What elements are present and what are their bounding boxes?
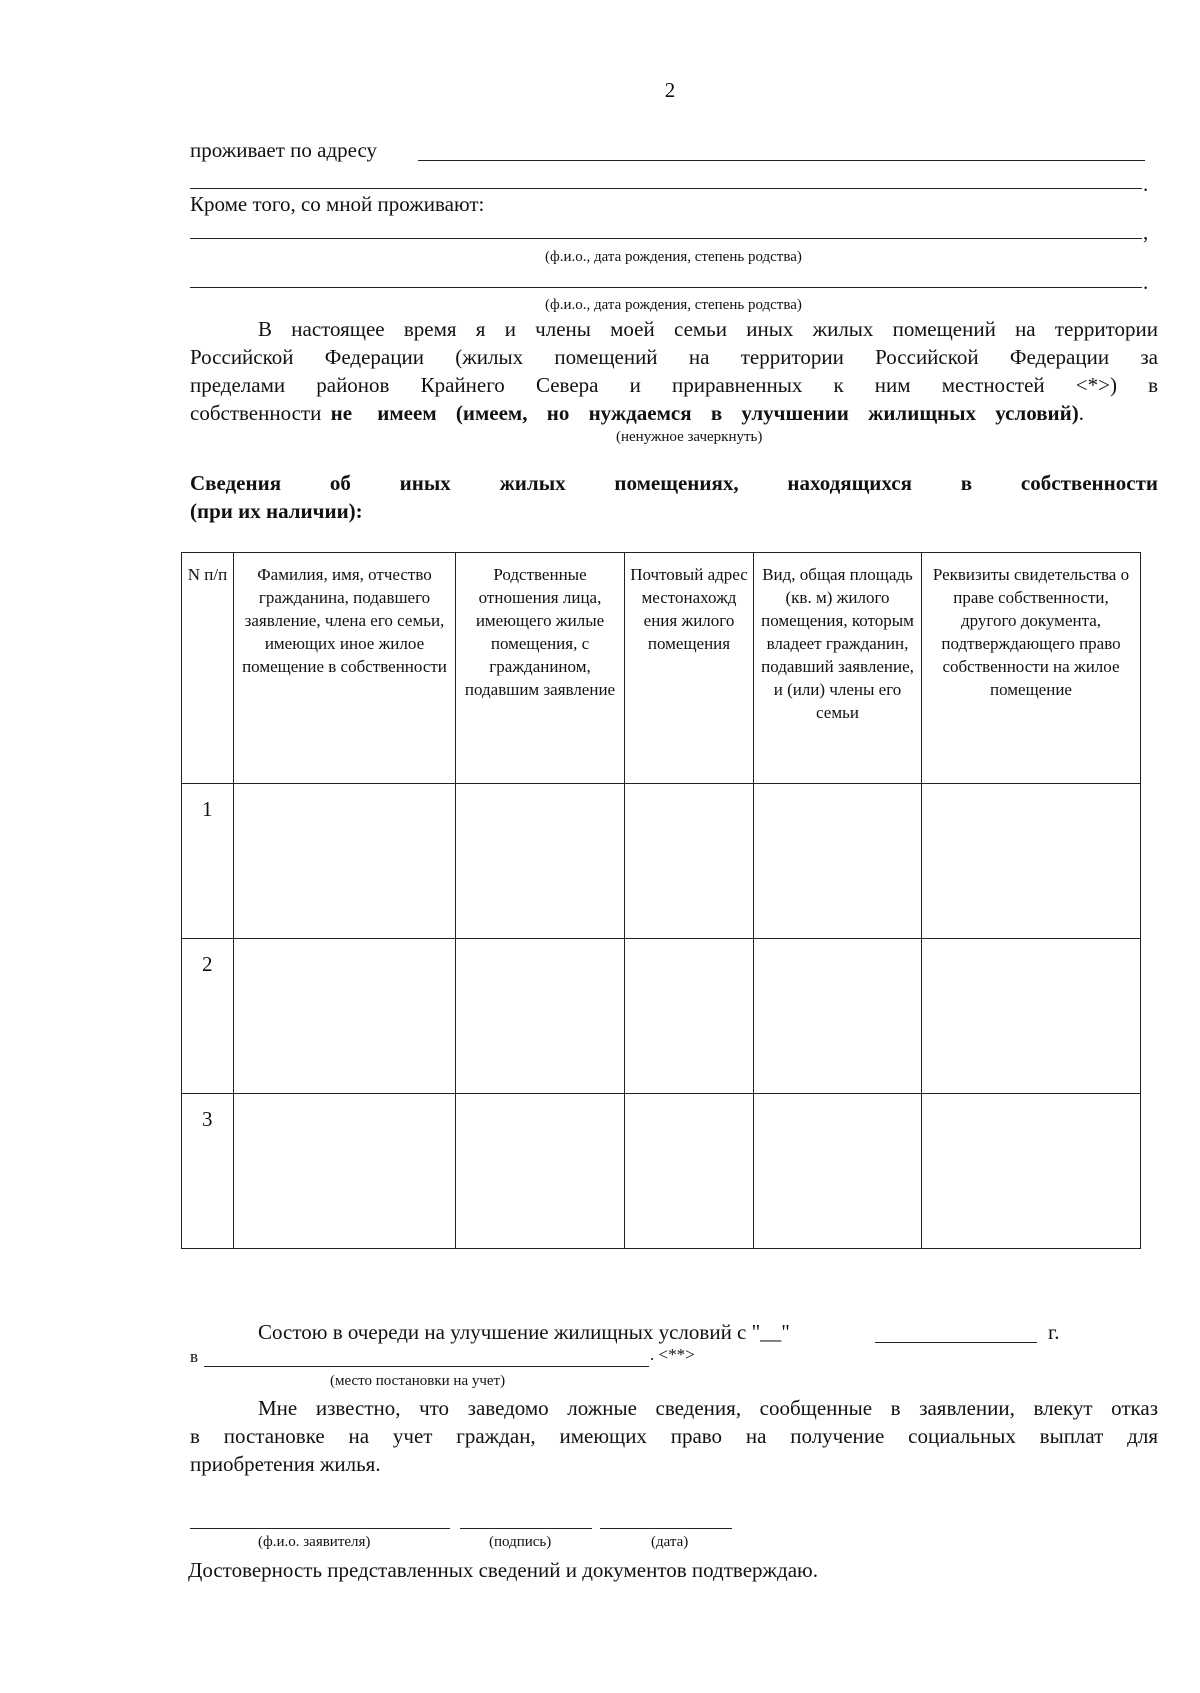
table-header-row bbox=[182, 553, 1141, 784]
queue-line1: Состою в очереди на улучшение жилищных условий с "__" bbox=[258, 1320, 790, 1344]
paragraph1-note: (ненужное зачеркнуть) bbox=[616, 429, 763, 445]
table-header-area: Вид, общая площадь (кв. м) жилого помещения, которым владеет гражданин, подавший заявление, и (или) члены его семьи bbox=[754, 553, 922, 784]
table-cell[interactable] bbox=[456, 784, 625, 939]
address-line-1[interactable] bbox=[418, 160, 1145, 161]
table-cell[interactable] bbox=[456, 939, 625, 1094]
table-row-number: 1 bbox=[182, 784, 234, 939]
property-table bbox=[181, 552, 1141, 1249]
queue-year-suffix: г. bbox=[1048, 1320, 1060, 1344]
section-title-line2: (при их наличии): bbox=[190, 499, 363, 523]
table-cell[interactable] bbox=[754, 939, 922, 1094]
table-header-address: Почтовый адрес местонахожд ения жилого помещения bbox=[625, 553, 754, 784]
section-title-line1: Сведения об иных жилых помещениях, находящихся в собственности bbox=[190, 471, 1158, 495]
also-living-line-2[interactable] bbox=[190, 287, 1142, 288]
paragraph1-line2: Российской Федерации (жилых помещений на территории Российской Федерации за bbox=[190, 345, 1158, 369]
table-cell[interactable] bbox=[625, 939, 754, 1094]
paragraph1-line4-end: . bbox=[1078, 401, 1085, 425]
table-cell[interactable] bbox=[922, 1094, 1141, 1249]
table-header-number: N п/п bbox=[182, 553, 234, 784]
paragraph1-option-not-have: не имеем bbox=[330, 401, 437, 425]
queue-suffix: . <**> bbox=[650, 1345, 695, 1364]
table-cell[interactable] bbox=[456, 1094, 625, 1249]
paragraph1-option-have-need: (имеем, но нуждаемся в улучшении жилищных условий) bbox=[436, 401, 1079, 425]
also-living-caption-1: (ф.и.о., дата рождения, степень родства) bbox=[545, 249, 802, 265]
table-cell[interactable] bbox=[922, 939, 1141, 1094]
table-header-relation: Родственные отношения лица, имеющего жилые помещения, с гражданином, подавшим заявление bbox=[456, 553, 625, 784]
table-cell[interactable] bbox=[625, 1094, 754, 1249]
signature-date-caption: (дата) bbox=[651, 1534, 689, 1550]
also-living-caption-2: (ф.и.о., дата рождения, степень родства) bbox=[545, 297, 802, 313]
also-living-label: Кроме того, со мной проживают: bbox=[190, 192, 485, 216]
paragraph1-line4 bbox=[190, 399, 1158, 427]
signature-sign-caption: (подпись) bbox=[489, 1534, 552, 1550]
also-living-line2-end: . bbox=[1143, 270, 1149, 294]
table-row bbox=[182, 784, 1141, 939]
signature-sign-line[interactable] bbox=[460, 1528, 592, 1529]
table-row-number: 3 bbox=[182, 1094, 234, 1249]
also-living-line1-end: , bbox=[1143, 220, 1149, 244]
paragraph1-line1: В настоящее время я и члены моей семьи иных жилых помещений на территории bbox=[258, 317, 1158, 341]
table-header-fio: Фамилия, имя, отчество гражданина, подавшего заявление, члена его семьи, имеющих иное жилое помещение в собственности bbox=[234, 553, 456, 784]
paragraph1-line4-start: собственности bbox=[190, 401, 331, 425]
queue-date-line[interactable] bbox=[875, 1342, 1037, 1343]
table-cell[interactable] bbox=[922, 784, 1141, 939]
table-cell[interactable] bbox=[234, 939, 456, 1094]
queue-prefix: в bbox=[190, 1347, 199, 1366]
queue-place-line[interactable] bbox=[204, 1366, 649, 1367]
table-cell[interactable] bbox=[754, 784, 922, 939]
table-cell[interactable] bbox=[234, 1094, 456, 1249]
signature-date-line[interactable] bbox=[600, 1528, 732, 1529]
paragraph1-line3: пределами районов Крайнего Севера и приравненных к ним местностей <*>) в bbox=[190, 373, 1158, 397]
table-row bbox=[182, 1094, 1141, 1249]
table-cell[interactable] bbox=[754, 1094, 922, 1249]
address-line-2[interactable] bbox=[190, 188, 1142, 189]
confirmation-text: Достоверность представленных сведений и документов подтверждаю. bbox=[188, 1558, 818, 1582]
also-living-line-1[interactable] bbox=[190, 238, 1142, 239]
table-cell[interactable] bbox=[625, 784, 754, 939]
paragraph2-line3: приобретения жилья. bbox=[190, 1452, 381, 1476]
paragraph2-line1: Мне известно, что заведомо ложные сведения, сообщенные в заявлении, влекут отказ bbox=[258, 1396, 1158, 1420]
address-end: . bbox=[1143, 172, 1149, 196]
page-number: 2 bbox=[664, 78, 676, 102]
table-row-number: 2 bbox=[182, 939, 234, 1094]
table-header-document: Реквизиты свидетельства о праве собственности, другого документа, подтверждающего право собственности на жилое помещение bbox=[922, 553, 1141, 784]
signature-fio-line[interactable] bbox=[190, 1528, 450, 1529]
queue-caption: (место постановки на учет) bbox=[330, 1373, 506, 1389]
address-label: проживает по адресу bbox=[190, 138, 378, 162]
table-cell[interactable] bbox=[234, 784, 456, 939]
paragraph2-line2: в постановке на учет граждан, имеющих право на получение социальных выплат для bbox=[190, 1424, 1158, 1448]
signature-fio-caption: (ф.и.о. заявителя) bbox=[258, 1534, 371, 1550]
table-row bbox=[182, 939, 1141, 1094]
